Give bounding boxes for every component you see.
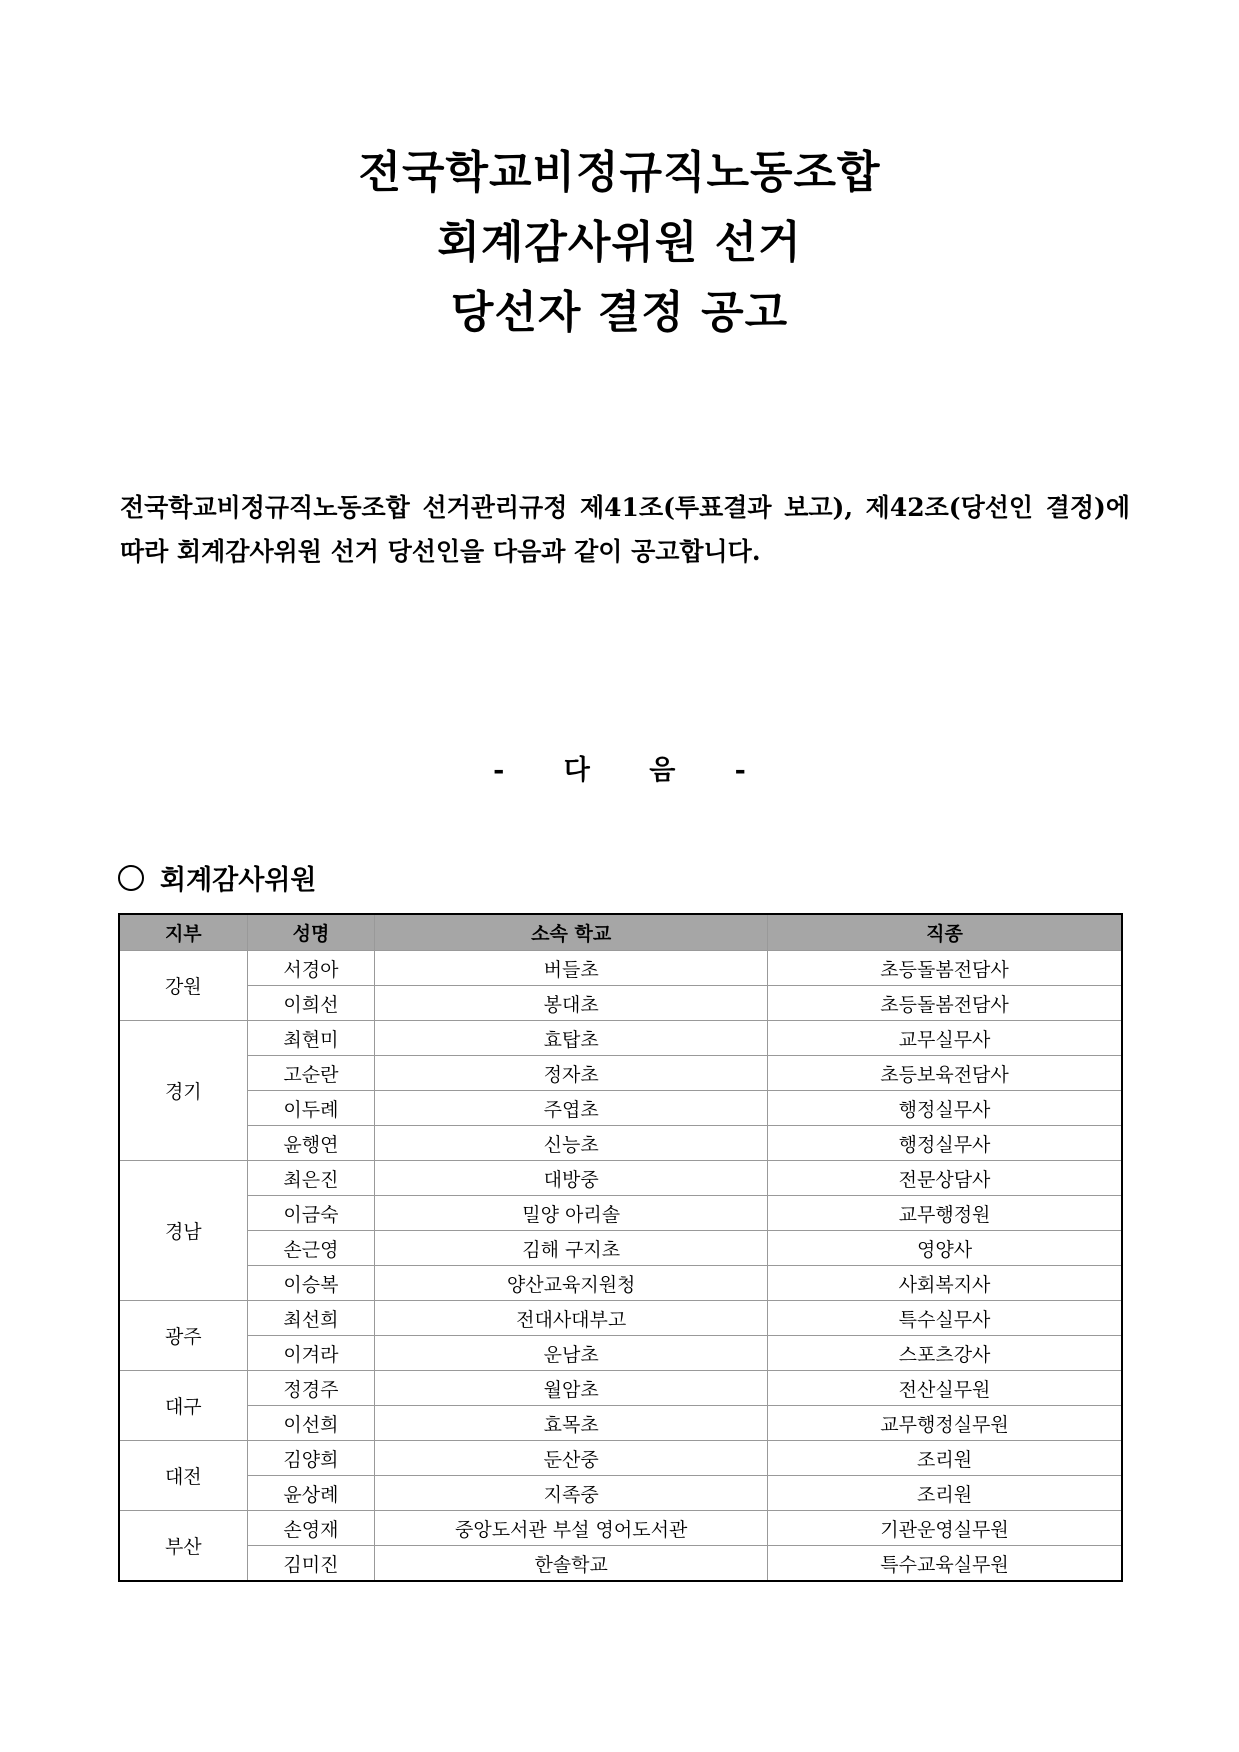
cell-job: 특수실무사 bbox=[768, 1301, 1122, 1336]
header-job: 직종 bbox=[768, 914, 1122, 951]
cell-school: 밀양 아리솔 bbox=[375, 1196, 768, 1231]
header-branch: 지부 bbox=[119, 914, 247, 951]
cell-school: 전대사대부고 bbox=[375, 1301, 768, 1336]
table-header-row bbox=[119, 914, 1122, 951]
cell-school: 김해 구지초 bbox=[375, 1231, 768, 1266]
table-row bbox=[119, 1266, 1122, 1301]
next-label: - 다 음 - bbox=[493, 755, 746, 786]
cell-name: 정경주 bbox=[247, 1371, 375, 1406]
cell-name: 최현미 bbox=[247, 1021, 375, 1056]
cell-school: 정자초 bbox=[375, 1056, 768, 1091]
table-row bbox=[119, 1301, 1122, 1336]
winners-table bbox=[118, 913, 1123, 1582]
cell-name: 김양희 bbox=[247, 1441, 375, 1476]
cell-job: 조리원 bbox=[768, 1476, 1122, 1511]
table-row bbox=[119, 1476, 1122, 1511]
table-row bbox=[119, 1371, 1122, 1406]
cell-job: 교무행정원 bbox=[768, 1196, 1122, 1231]
cell-branch: 강원 bbox=[119, 951, 247, 1021]
table-body bbox=[119, 951, 1122, 1582]
cell-branch: 경기 bbox=[119, 1021, 247, 1161]
cell-school: 신능초 bbox=[375, 1126, 768, 1161]
table-row bbox=[119, 1021, 1122, 1056]
cell-school: 봉대초 bbox=[375, 986, 768, 1021]
table-row bbox=[119, 1406, 1122, 1441]
title-line-1: 전국학교비정규직노동조합 bbox=[358, 147, 881, 198]
table-row bbox=[119, 1231, 1122, 1266]
cell-job: 초등돌봄전담사 bbox=[768, 951, 1122, 986]
cell-job: 스포츠강사 bbox=[768, 1336, 1122, 1371]
cell-job: 조리원 bbox=[768, 1441, 1122, 1476]
cell-school: 대방중 bbox=[375, 1161, 768, 1196]
cell-name: 김미진 bbox=[247, 1546, 375, 1582]
cell-name: 이두례 bbox=[247, 1091, 375, 1126]
table-row bbox=[119, 1056, 1122, 1091]
cell-job: 전문상담사 bbox=[768, 1161, 1122, 1196]
table-row bbox=[119, 1336, 1122, 1371]
table-row bbox=[119, 951, 1122, 986]
cell-school: 효목초 bbox=[375, 1406, 768, 1441]
cell-job: 사회복지사 bbox=[768, 1266, 1122, 1301]
header-school: 소속 학교 bbox=[375, 914, 768, 951]
cell-name: 고순란 bbox=[247, 1056, 375, 1091]
table-row bbox=[119, 1441, 1122, 1476]
table-row bbox=[119, 1546, 1122, 1582]
cell-name: 이승복 bbox=[247, 1266, 375, 1301]
cell-branch: 대전 bbox=[119, 1441, 247, 1511]
cell-school: 월암초 bbox=[375, 1371, 768, 1406]
cell-school: 지족중 bbox=[375, 1476, 768, 1511]
table-row bbox=[119, 1161, 1122, 1196]
cell-job: 기관운영실무원 bbox=[768, 1511, 1122, 1546]
cell-branch: 광주 bbox=[119, 1301, 247, 1371]
table-row bbox=[119, 1196, 1122, 1231]
cell-school: 한솔학교 bbox=[375, 1546, 768, 1582]
cell-job: 특수교육실무원 bbox=[768, 1546, 1122, 1582]
cell-branch: 대구 bbox=[119, 1371, 247, 1441]
table-row bbox=[119, 1091, 1122, 1126]
cell-job: 전산실무원 bbox=[768, 1371, 1122, 1406]
cell-name: 이희선 bbox=[247, 986, 375, 1021]
cell-job: 초등돌봄전담사 bbox=[768, 986, 1122, 1021]
cell-school: 둔산중 bbox=[375, 1441, 768, 1476]
table-row bbox=[119, 986, 1122, 1021]
cell-name: 최선희 bbox=[247, 1301, 375, 1336]
cell-name: 손근영 bbox=[247, 1231, 375, 1266]
cell-job: 초등보육전담사 bbox=[768, 1056, 1122, 1091]
cell-name: 이선희 bbox=[247, 1406, 375, 1441]
cell-name: 윤상례 bbox=[247, 1476, 375, 1511]
table-row bbox=[119, 1511, 1122, 1546]
cell-name: 윤행연 bbox=[247, 1126, 375, 1161]
cell-branch: 부산 bbox=[119, 1511, 247, 1582]
cell-job: 교무실무사 bbox=[768, 1021, 1122, 1056]
cell-job: 행정실무사 bbox=[768, 1091, 1122, 1126]
title-line-2: 회계감사위원 선거 bbox=[437, 217, 802, 268]
intro-paragraph: 전국학교비정규직노동조합 선거관리규정 제41조(투표결과 보고), 제42조(당선인 결정)에 따라 회계감사위원 선거 당선인을 다음과 같이 공고합니다. bbox=[120, 493, 1130, 566]
section-title: 회계감사위원 bbox=[160, 865, 317, 896]
section-heading bbox=[118, 858, 317, 897]
cell-school: 양산교육지원청 bbox=[375, 1266, 768, 1301]
cell-school: 중앙도서관 부설 영어도서관 bbox=[375, 1511, 768, 1546]
cell-name: 이겨라 bbox=[247, 1336, 375, 1371]
cell-school: 운남초 bbox=[375, 1336, 768, 1371]
header-name: 성명 bbox=[247, 914, 375, 951]
cell-school: 버들초 bbox=[375, 951, 768, 986]
title-line-3: 당선자 결정 공고 bbox=[450, 287, 789, 338]
circle-icon bbox=[118, 865, 144, 891]
cell-job: 행정실무사 bbox=[768, 1126, 1122, 1161]
cell-school: 주엽초 bbox=[375, 1091, 768, 1126]
cell-job: 영양사 bbox=[768, 1231, 1122, 1266]
cell-job: 교무행정실무원 bbox=[768, 1406, 1122, 1441]
cell-branch: 경남 bbox=[119, 1161, 247, 1301]
cell-name: 손영재 bbox=[247, 1511, 375, 1546]
page-title bbox=[0, 138, 1239, 348]
cell-name: 서경아 bbox=[247, 951, 375, 986]
table-row bbox=[119, 1126, 1122, 1161]
cell-name: 최은진 bbox=[247, 1161, 375, 1196]
cell-name: 이금숙 bbox=[247, 1196, 375, 1231]
cell-school: 효탑초 bbox=[375, 1021, 768, 1056]
